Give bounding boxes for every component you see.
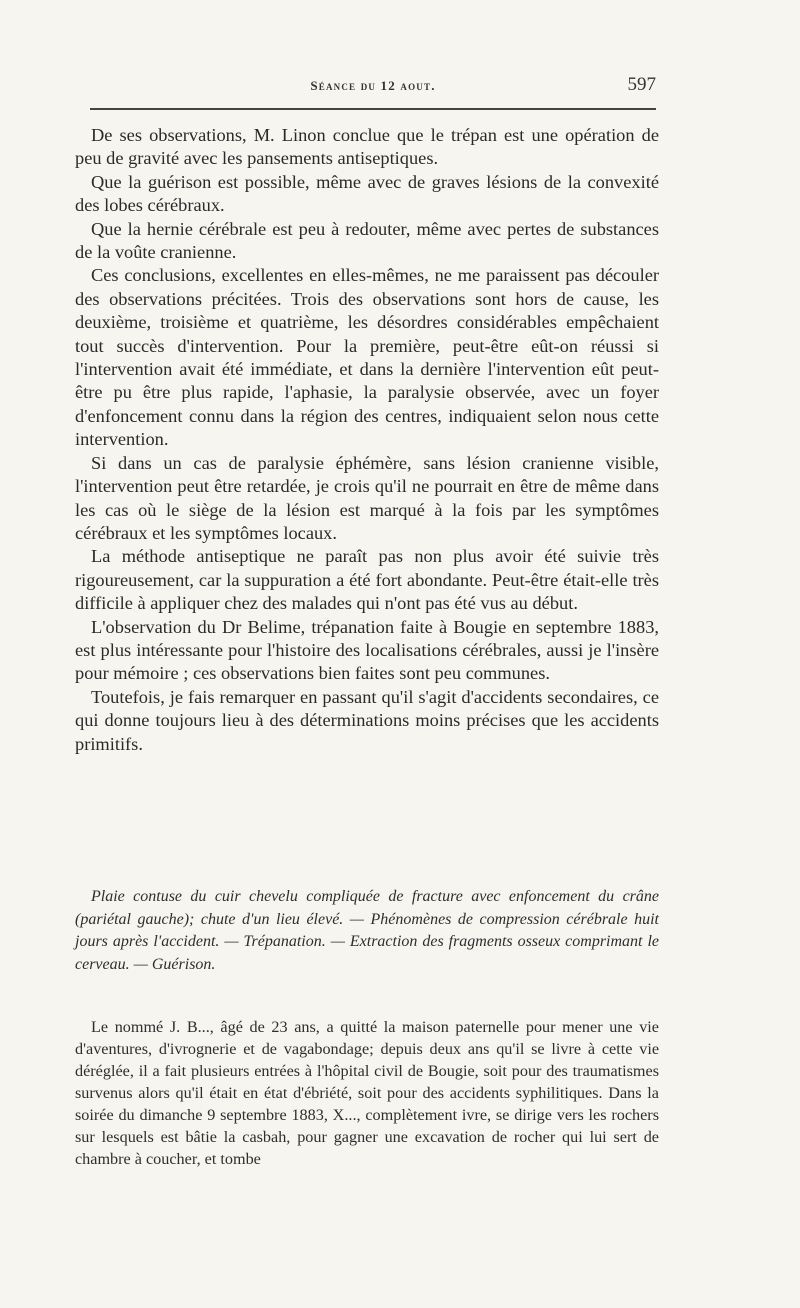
paragraph: Si dans un cas de paralysie éphémère, sans lésion cranienne visible, l'intervention peut être retardée, je crois qu'il ne pourrait en être de même dans les cas où le siège de la lésion est marqué à la fois par les symptômes cérébraux et les symptômes locaux.	[75, 452, 659, 543]
paragraph: Ces conclusions, excellentes en elles-mêmes, ne me paraissent pas découler des observations précitées. Trois des observations sont hors de cause, les deuxième, troisième et quatrième, les désordres considérables empêchaient tout succès d'intervention. Pour la première, peut-être eût-on réussi si l'intervention avait été immédiate, et dans la dernière l'intervention eût peut-être pu être plus rapide, l'aphasie, la paralysie observée, avec un foyer d'enfoncement connu dans la région des centres, indiquaient selon nous cette intervention.	[75, 265, 659, 450]
paragraph: L'observation du Dr Belime, trépanation faite à Bougie en septembre 1883, est plus intéressante pour l'histoire des localisations cérébrales, aussi je l'insère pour mémoire ; ces observations bien faites sont peu communes.	[75, 616, 659, 684]
header-rule	[90, 108, 656, 110]
page-header	[90, 72, 656, 102]
observation-text: Le nommé J. B..., âgé de 23 ans, a quitté la maison paternelle pour mener une vie d'aventures, d'ivrognerie et de vagabondage; depuis deux ans qu'il se livre à cette vie déréglée, il a fait plusieurs entrées à l'hôpital civil de Bougie, soit pour des traumatismes survenus alors qu'il était en état d'ébriété, soit pour des accidents syphilitiques. Dans la soirée du dimanche 9 septembre 1883, X..., complètement ivre, se dirige vers les rochers sur lesquels est bâtie la casbah, pour gagner une excavation de rocher qui lui sert de chambre à coucher, et tombe	[75, 1018, 659, 1168]
paragraph: De ses observations, M. Linon conclue que le trépan est une opération de peu de gravité avec les pansements antiseptiques.	[75, 125, 659, 169]
observation-title: Plaie contuse du cuir chevelu compliquée de fracture avec enfoncement du crâne (pariétal gauche); chute d'un lieu élevé. — Phénomènes de compression cérébrale huit jours après l'accident. — Trépanation. — Extraction des fragments osseux comprimant le cerveau. — Guérison.	[75, 888, 659, 973]
paragraph: La méthode antiseptique ne paraît pas non plus avoir été suivie très rigoureusement, car la suppuration a été fort abondante. Peut-être était-elle très difficile à appliquer chez des malades qui n'ont pas été vus au début.	[75, 546, 659, 614]
page-number: 597	[627, 74, 656, 95]
running-title: Séance du 12 aout.	[310, 78, 436, 93]
body-text	[75, 124, 659, 756]
paragraph: Que la guérison est possible, même avec de graves lésions de la convexité des lobes cérébraux.	[75, 171, 659, 216]
paragraph: Que la hernie cérébrale est peu à redouter, même avec pertes de substances de la voûte cranienne.	[75, 218, 659, 263]
paragraph: Toutefois, je fais remarquer en passant qu'il s'agit d'accidents secondaires, ce qui donne toujours lieu à des déterminations moins précises que les accidents primitifs.	[75, 686, 659, 754]
